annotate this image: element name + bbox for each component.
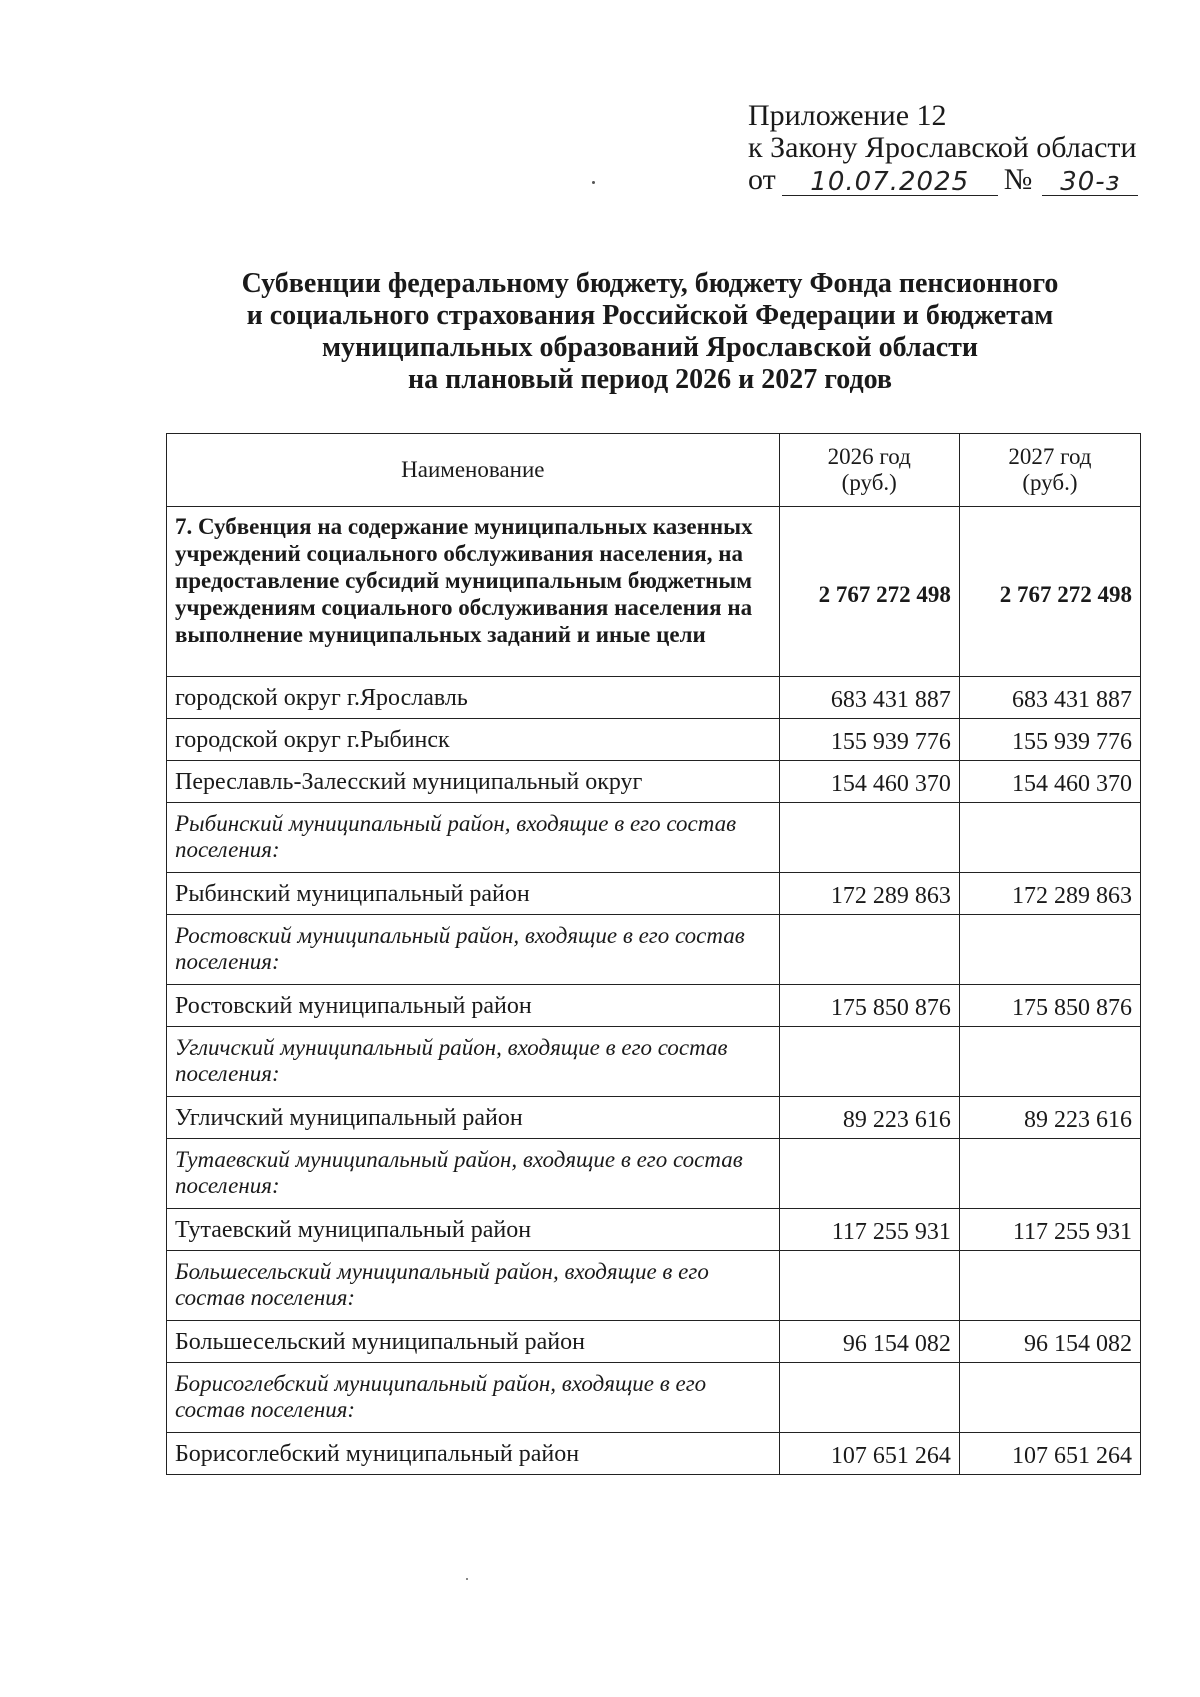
table-row	[167, 915, 1141, 985]
header-2026	[779, 434, 959, 507]
row-name: Большесельский муниципальный район, входящие в его состав поселения:	[167, 1251, 780, 1321]
row-name: Большесельский муниципальный район	[167, 1321, 780, 1363]
row-name: Рыбинский муниципальный район, входящие в его состав поселения:	[167, 803, 780, 873]
number-label: №	[1003, 163, 1033, 196]
row-value-2026: 154 460 370	[779, 761, 959, 803]
table-row	[167, 719, 1141, 761]
table-row	[167, 1363, 1141, 1433]
row-value-2026	[779, 1139, 959, 1209]
row-value-2027	[959, 803, 1140, 873]
row-name: Ростовский муниципальный район	[167, 985, 780, 1027]
row-value-2026: 96 154 082	[779, 1321, 959, 1363]
row-value-2027: 175 850 876	[959, 985, 1140, 1027]
row-value-2026: 107 651 264	[779, 1433, 959, 1475]
header-2026-unit: (руб.)	[841, 470, 897, 495]
table-row	[167, 1097, 1141, 1139]
table-body	[167, 507, 1141, 1475]
row-value-2026: 89 223 616	[779, 1097, 959, 1139]
row-name: Тутаевский муниципальный район, входящие в его состав поселения:	[167, 1139, 780, 1209]
row-value-2027: 154 460 370	[959, 761, 1140, 803]
row-value-2027	[959, 1363, 1140, 1433]
title-line-3: муниципальных образований Ярославской области	[321, 332, 979, 363]
row-name: городской округ г.Рыбинск	[167, 719, 780, 761]
title-line-4: на плановый период 2026 и 2027 годов	[407, 364, 893, 395]
handwritten-date: 10.07.2025	[782, 169, 998, 196]
table-row	[167, 803, 1141, 873]
scan-speck	[466, 1578, 468, 1580]
document-title	[150, 268, 1150, 396]
row-name: Рыбинский муниципальный район	[167, 873, 780, 915]
scan-speck	[592, 181, 595, 184]
table-row	[167, 1321, 1141, 1363]
row-value-2027: 117 255 931	[959, 1209, 1140, 1251]
row-value-2026	[779, 1363, 959, 1433]
row-name: Переславль-Залесский муниципальный округ	[167, 761, 780, 803]
table-row	[167, 1433, 1141, 1475]
header-2027-unit: (руб.)	[1022, 470, 1078, 495]
row-value-2026	[779, 803, 959, 873]
row-name: Борисоглебский муниципальный район, входящие в его состав поселения:	[167, 1363, 780, 1433]
row-name: Угличский муниципальный район	[167, 1097, 780, 1139]
row-value-2026: 155 939 776	[779, 719, 959, 761]
header-2026-year: 2026 год	[827, 444, 911, 469]
table-row	[167, 1251, 1141, 1321]
handwritten-number: 30-з	[1042, 169, 1138, 196]
row-value-2026	[779, 1027, 959, 1097]
row-value-2027: 96 154 082	[959, 1321, 1140, 1363]
row-value-2027	[959, 915, 1140, 985]
row-name: городской округ г.Ярославль	[167, 677, 780, 719]
row-value-2027: 107 651 264	[959, 1433, 1140, 1475]
header-2027-year: 2027 год	[1008, 444, 1092, 469]
row-value-2026: 175 850 876	[779, 985, 959, 1027]
row-value-2027: 2 767 272 498	[959, 507, 1140, 677]
row-value-2027: 683 431 887	[959, 677, 1140, 719]
row-value-2026: 2 767 272 498	[779, 507, 959, 677]
row-value-2026: 172 289 863	[779, 873, 959, 915]
row-value-2027	[959, 1139, 1140, 1209]
subventions-table	[166, 433, 1141, 1475]
table-row	[167, 1139, 1141, 1209]
row-value-2027	[959, 1251, 1140, 1321]
row-name: 7. Субвенция на содержание муниципальных казенных учреждений социального обслуживания населения, на предоставление субсидий муниципальным бюджетным учреждениям социального обслуживания населения на выполнение муниципальных заданий и иные цели	[167, 507, 780, 677]
row-value-2026: 117 255 931	[779, 1209, 959, 1251]
row-value-2027: 172 289 863	[959, 873, 1140, 915]
table-row	[167, 873, 1141, 915]
row-name: Угличский муниципальный район, входящие в его состав поселения:	[167, 1027, 780, 1097]
row-value-2027	[959, 1027, 1140, 1097]
appendix-date-number-line	[748, 164, 1138, 196]
row-value-2026	[779, 1251, 959, 1321]
title-line-2: и социального страхования Российской Федерации и бюджетам	[246, 300, 1054, 331]
table-row	[167, 507, 1141, 677]
row-name: Борисоглебский муниципальный район	[167, 1433, 780, 1475]
table-header-row	[167, 434, 1141, 507]
table-row	[167, 761, 1141, 803]
table-row	[167, 1209, 1141, 1251]
header-name: Наименование	[167, 434, 780, 507]
title-line-1: Субвенции федеральному бюджету, бюджету Фонда пенсионного	[241, 268, 1059, 299]
row-value-2027: 89 223 616	[959, 1097, 1140, 1139]
row-value-2027: 155 939 776	[959, 719, 1140, 761]
row-name: Тутаевский муниципальный район	[167, 1209, 780, 1251]
row-value-2026	[779, 915, 959, 985]
header-2027	[959, 434, 1140, 507]
table-row	[167, 1027, 1141, 1097]
appendix-block	[748, 100, 1138, 196]
table-row	[167, 985, 1141, 1027]
from-label: от	[748, 163, 776, 196]
row-value-2026: 683 431 887	[779, 677, 959, 719]
row-name: Ростовский муниципальный район, входящие в его состав поселения:	[167, 915, 780, 985]
appendix-law-reference: к Закону Ярославской области	[748, 131, 1137, 164]
appendix-number: Приложение 12	[748, 99, 947, 132]
table-row	[167, 677, 1141, 719]
